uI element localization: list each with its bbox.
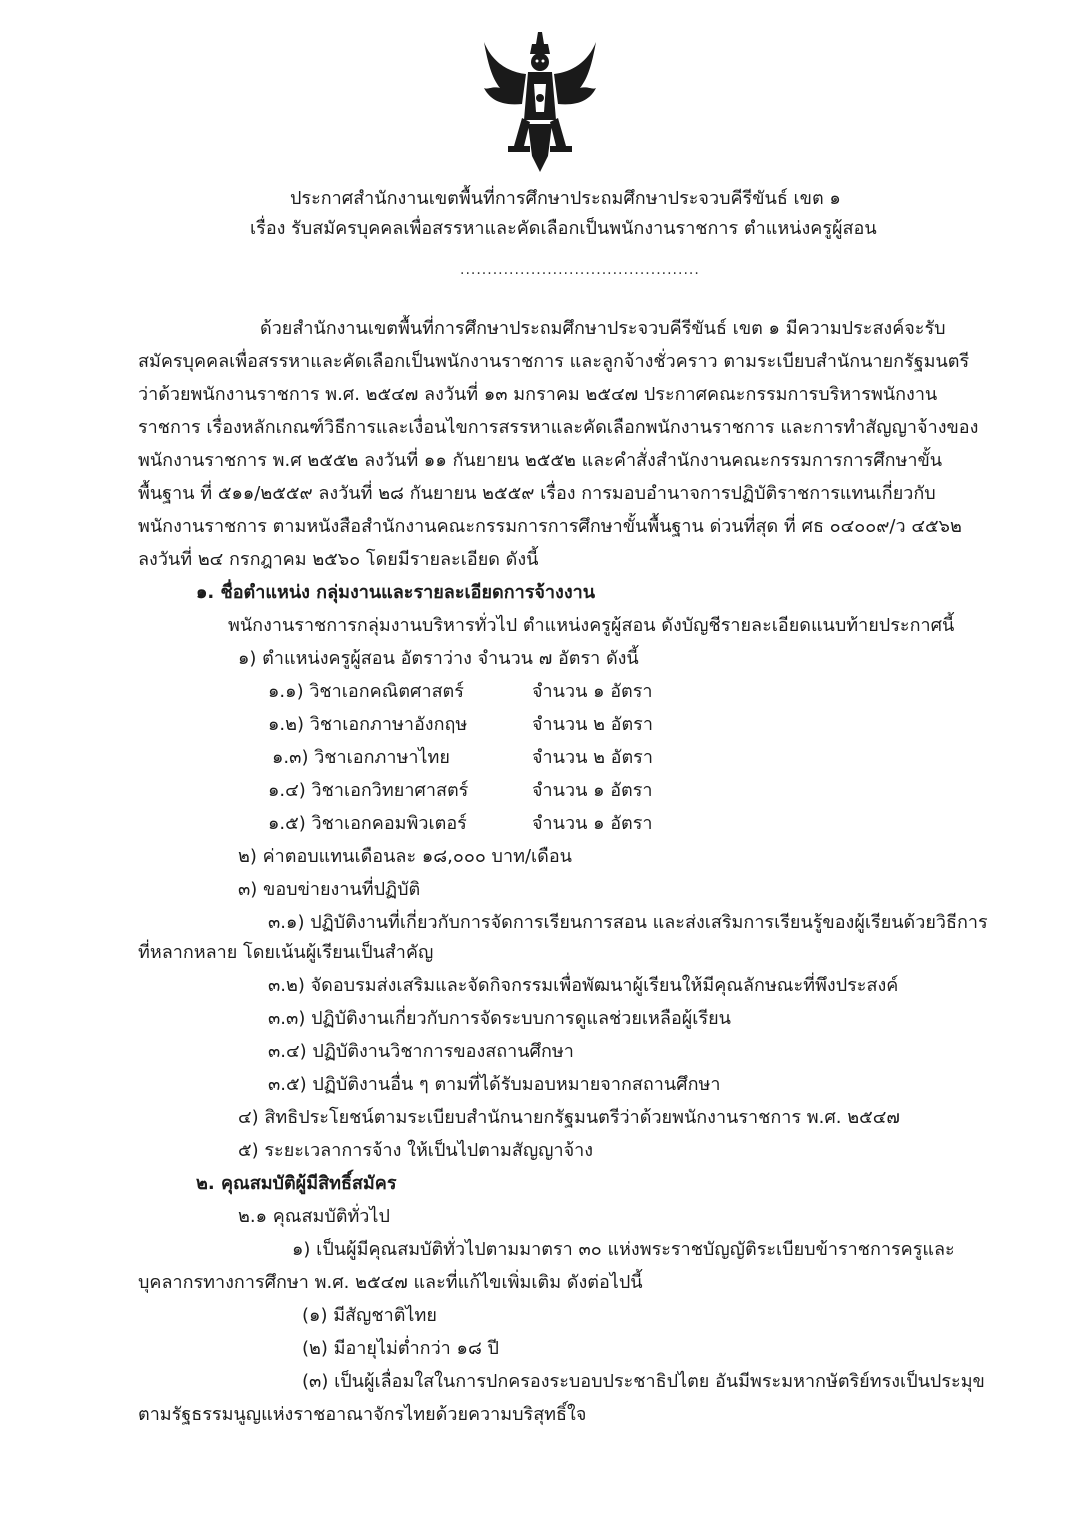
subject-name: ๑.๑) วิชาเอกคณิตศาสตร์ [268,681,464,702]
subject-name: ๑.๕) วิชาเอกคอมพิวเตอร์ [268,813,467,834]
intro-line: ลงวันที่ ๒๔ กรกฎาคม ๒๕๖๐ โดยมีรายละเอียด ดังนี้ [138,549,539,570]
garuda-emblem-icon [478,28,602,174]
intro-line: ว่าด้วยพนักงานราชการ พ.ศ. ๒๕๔๗ ลงวันที่ ๑๓ มกราคม ๒๕๔๗ ประกาศคณะกรรมการบริหารพนักงาน [138,384,938,405]
subject-count: จำนวน ๑ อัตรา [532,780,653,801]
list-item: ๓.๒) จัดอบรมส่งเสริมและจัดกิจกรรมเพื่อพัฒนาผู้เรียนให้มีคุณลักษณะที่พึงประสงค์ [268,975,899,996]
intro-line: พนักงานราชการ พ.ศ ๒๕๕๒ ลงวันที่ ๑๑ กันยายน ๒๕๕๒ และคำสั่งสำนักงานคณะกรรมการการศึกษาขั้น [138,450,943,471]
subject-count: จำนวน ๑ อัตรา [532,681,653,702]
list-item: ๑) ตำแหน่งครูผู้สอน อัตราว่าง จำนวน ๗ อัตรา ดังนี้ [238,648,639,669]
subsection-heading: ๒.๑ คุณสมบัติทั่วไป [238,1206,390,1227]
list-item: บุคลากรทางการศึกษา พ.ศ. ๒๕๔๗ และที่แก้ไขเพิ่มเติม ดังต่อไปนี้ [138,1272,643,1293]
intro-line: พนักงานราชการ ตามหนังสือสำนักงานคณะกรรมการการศึกษาขั้นพื้นฐาน ด่วนที่สุด ที่ ศธ ๐๔๐๐๙/ว ๔๕๖๒ [138,516,962,537]
intro-line: สมัครบุคคลเพื่อสรรหาและคัดเลือกเป็นพนักงานราชการ และลูกจ้างชั่วคราว ตามระเบียบสำนักนายกรัฐมนตรี [138,351,970,372]
list-item: ที่หลากหลาย โดยเน้นผู้เรียนเป็นสำคัญ [138,942,434,963]
list-item: ๒) ค่าตอบแทนเดือนละ ๑๘,๐๐๐ บาท/เดือน [238,846,572,867]
list-item: ๓.๔) ปฏิบัติงานวิชาการของสถานศึกษา [268,1041,574,1062]
list-item: ๓.๓) ปฏิบัติงานเกี่ยวกับการจัดระบบการดูแลช่วยเหลือผู้เรียน [268,1008,731,1029]
announcement-subject: เรื่อง รับสมัครบุคคลเพื่อสรรหาและคัดเลือกเป็นพนักงานราชการ ตำแหน่งครูผู้สอน [250,218,877,239]
list-item: ๓) ขอบข่ายงานที่ปฏิบัติ [238,879,421,900]
subject-name: ๑.๔) วิชาเอกวิทยาศาสตร์ [268,780,469,801]
subject-count: จำนวน ๒ อัตรา [532,747,653,768]
intro-line: ด้วยสำนักงานเขตพื้นที่การศึกษาประถมศึกษาประจวบคีรีขันธ์ เขต ๑ มีความประสงค์จะรับ [260,318,946,339]
list-item: (๓) เป็นผู้เลื่อมใสในการปกครองระบอบประชาธิปไตย อันมีพระมหากษัตริย์ทรงเป็นประมุข [302,1371,985,1392]
list-item: ๕) ระยะเวลาการจ้าง ให้เป็นไปตามสัญญาจ้าง [238,1140,594,1161]
subject-name: ๑.๓) วิชาเอกภาษาไทย [272,747,450,768]
list-item: ๑) เป็นผู้มีคุณสมบัติทั่วไปตามมาตรา ๓๐ แห่งพระราชบัญญัติระเบียบข้าราชการครูและ [292,1239,955,1260]
list-item: ตามรัฐธรรมนูญแห่งราชอาณาจักรไทยด้วยความบริสุทธิ์ใจ [138,1404,587,1425]
subject-count: จำนวน ๑ อัตรา [532,813,653,834]
intro-line: พื้นฐาน ที่ ๕๑๑/๒๕๕๙ ลงวันที่ ๒๘ กันยายน ๒๕๕๙ เรื่อง การมอบอำนาจการปฏิบัติราชการแทนเกี่ยวกับ [138,483,936,504]
intro-line: ราชการ เรื่องหลักเกณฑ์วิธีการและเงื่อนไขการสรรหาและคัดเลือกพนักงานราชการ และการทำสัญญาจ้างของ [138,417,979,438]
subject-count: จำนวน ๒ อัตรา [532,714,653,735]
announcement-title: ประกาศสำนักงานเขตพื้นที่การศึกษาประถมศึกษาประจวบคีรีขันธ์ เขต ๑ [290,188,841,209]
subject-name: ๑.๒) วิชาเอกภาษาอังกฤษ [268,714,468,735]
list-item: (๒) มีอายุไม่ต่ำกว่า ๑๘ ปี [302,1338,499,1359]
section-heading: ๑. ชื่อตำแหน่ง กลุ่มงานและรายละเอียดการจ้างงาน [196,582,596,603]
list-item: (๑) มีสัญชาติไทย [302,1305,437,1326]
title-separator: ............................................ [460,262,700,278]
section-description: พนักงานราชการกลุ่มงานบริหารทั่วไป ตำแหน่งครูผู้สอน ดังบัญชีรายละเอียดแนบท้ายประกาศนี้ [228,615,955,636]
section-heading: ๒. คุณสมบัติผู้มีสิทธิ์สมัคร [196,1173,397,1194]
list-item: ๓.๕) ปฏิบัติงานอื่น ๆ ตามที่ได้รับมอบหมายจากสถานศึกษา [268,1074,721,1095]
list-item: ๔) สิทธิประโยชน์ตามระเบียบสำนักนายกรัฐมนตรีว่าด้วยพนักงานราชการ พ.ศ. ๒๕๔๗ [238,1107,900,1128]
list-item: ๓.๑) ปฏิบัติงานที่เกี่ยวกับการจัดการเรียนการสอน และส่งเสริมการเรียนรู้ของผู้เรียนด้วยวิธีการ [268,912,988,933]
